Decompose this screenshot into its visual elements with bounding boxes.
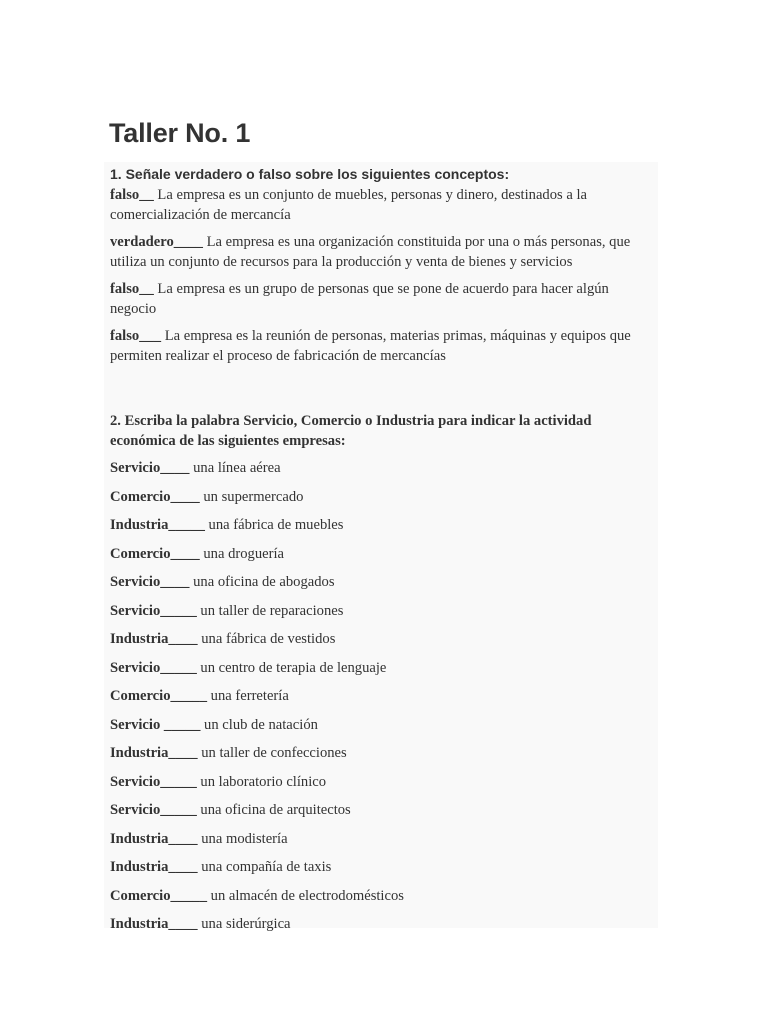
answer: Industria____ — [110, 830, 198, 847]
answer: Comercio____ — [110, 545, 200, 562]
answer: Servicio_____ — [110, 773, 197, 790]
activity-item — [110, 744, 652, 773]
company: un taller de reparaciones — [196, 602, 344, 619]
page-title: Taller No. 1 — [109, 118, 251, 148]
answer: Servicio_____ — [110, 602, 197, 619]
statement: La empresa es un grupo de personas que se pone de acuerdo para hacer algún negocio — [110, 281, 609, 317]
activity-item — [110, 887, 652, 916]
company: una oficina de arquitectos — [196, 802, 351, 818]
company: un laboratorio clínico — [196, 773, 327, 790]
answer: Servicio_____ — [110, 659, 197, 676]
company: un supermercado — [199, 488, 304, 505]
statement: La empresa es una organización constituida por una o más personas, que utiliza un conjunto de recursos para la producción y venta de bienes y servicios — [110, 234, 631, 270]
company: una ferretería — [207, 688, 289, 704]
company: un centro de terapia de lenguaje — [196, 659, 387, 676]
answer: Servicio_____ — [110, 802, 197, 818]
company: una línea aérea — [189, 460, 281, 476]
true-false-item — [110, 280, 652, 319]
activity-item — [110, 459, 652, 488]
activity-item — [110, 602, 652, 631]
activity-item — [110, 630, 652, 659]
statement: La empresa es un conjunto de muebles, personas y dinero, destinados a la comercialización de mercancía — [110, 187, 588, 223]
question-2-heading: 2. Escriba la palabra Servicio, Comercio o Industria para indicar la actividad económica de las siguientes empresas: — [110, 413, 592, 449]
answer: Comercio____ — [110, 488, 200, 505]
answer: Industria____ — [110, 745, 198, 761]
company: un almacén de electrodomésticos — [207, 887, 404, 904]
activity-item — [110, 773, 652, 802]
answer: Industria_____ — [110, 517, 205, 533]
answer: Servicio____ — [110, 460, 190, 476]
company: un taller de confecciones — [197, 745, 347, 761]
activity-item — [110, 858, 652, 887]
true-false-item — [110, 186, 652, 225]
answer: falso__ — [110, 281, 154, 297]
true-false-item — [110, 233, 652, 272]
activity-item — [110, 915, 652, 944]
company: una modistería — [197, 830, 288, 847]
answer: Industria____ — [110, 916, 198, 932]
answer: falso___ — [110, 328, 162, 344]
activity-item — [110, 488, 652, 517]
statement: La empresa es la reunión de personas, materias primas, máquinas y equipos que permiten realizar el proceso de fabricación de mercancías — [110, 328, 631, 364]
company: una fábrica de muebles — [204, 517, 344, 533]
answer: verdadero____ — [110, 234, 203, 250]
activity-item — [110, 659, 652, 688]
activity-item — [110, 687, 652, 716]
question-2-items — [110, 459, 652, 944]
company: una fábrica de vestidos — [197, 631, 336, 647]
company: una compañía de taxis — [197, 859, 332, 875]
activity-item — [110, 573, 652, 602]
activity-item — [110, 830, 652, 859]
activity-item — [110, 801, 652, 830]
true-false-item — [110, 327, 652, 366]
answer: Comercio_____ — [110, 688, 207, 704]
answer: Industria____ — [110, 631, 198, 647]
answer: falso__ — [110, 187, 154, 203]
company: una oficina de abogados — [189, 574, 335, 590]
activity-item — [110, 716, 652, 745]
answer: Servicio _____ — [110, 716, 201, 733]
section-spacer — [110, 374, 652, 412]
company: una siderúrgica — [197, 916, 291, 932]
answer: Comercio_____ — [110, 887, 207, 904]
question-1-heading: 1. Señale verdadero o falso sobre los siguientes conceptos: — [110, 166, 510, 182]
document-content — [104, 162, 658, 932]
activity-item — [110, 545, 652, 574]
company: un club de natación — [200, 716, 318, 733]
answer: Industria____ — [110, 859, 198, 875]
question-1-items — [110, 186, 652, 366]
answer: Servicio____ — [110, 574, 190, 590]
activity-item — [110, 516, 652, 545]
company: una droguería — [199, 545, 284, 562]
